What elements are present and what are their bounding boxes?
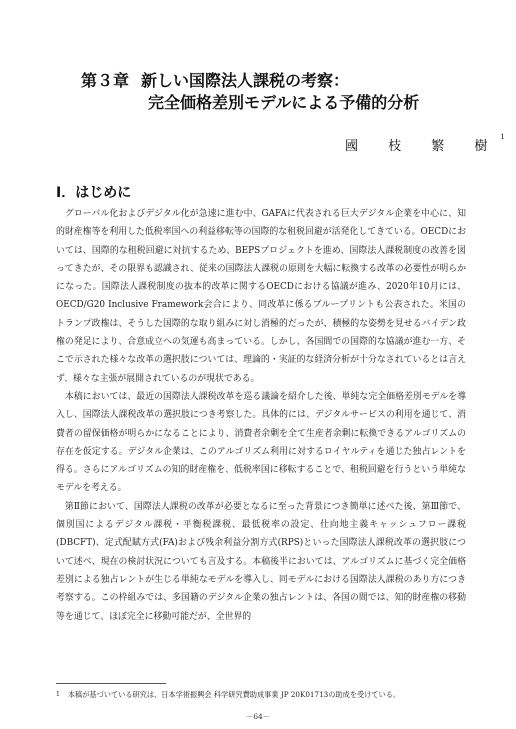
section-heading: Ⅰ．はじめに: [56, 185, 132, 201]
chapter-title: [81, 70, 481, 114]
paragraph-3: 第Ⅱ節において、国際法人課税の改革が必要となるに至った背景につき簡単に述べた後、第Ⅲ節で、個別国によるデジタル課税・平衡税課税、最低税率の設定、仕向地主義キャッシュフロー課税(DBCFT)、定式配賦方式(FA)および残余利益分割方式(RPS)といった国際法人課税改革の選択肢について述べ、現在の検討状況についても言及する。本稿後半においては、アルゴリズムに基づく完全価格差別による独占レントが生じる単純なモデルを導入し、同モデルにおける国際法人課税のあり方につき考察する。この枠組みでは、多国籍のデジタル企業の独占レントは、各国の間では、知的財産権の移動等を通じて、ほぼ完全に移動可能だが、全世界的: [56, 501, 466, 622]
footnote-mark: 1: [56, 691, 60, 698]
chapter-title-line1: 新しい国際法人課税の考察：: [141, 71, 350, 90]
paragraph-1: グローバル化およびデジタル化が急速に進む中、GAFAに代表される巨大デジタル企業を中心に、知的財産権等を利用した低税率国への利益移転等の国際的な租税回避が活発化してきている。OECDにおいては、国際的な租税回避に対抗するため、BEPSプロジェクトを進め、国際法人課税制度の改善を図ってきたが、その限界も認識され、従来の国際法人課税の原則を大幅に転換する改革の必要性が明らかになった。国際法人課税制度の抜本的改革に関するOECDにおける協議が進み、2020年10月には、OECD/G20 Inclusive Framework会合により、同改革に係るブループリントも公表された。米国のトランプ政権は、そうした国際的な取り組みに対し消極的だったが、積極的な姿勢を見せるバイデン政権の発足により、合意成立への気運も高まっている。しかし、各国間での国際的な協議が進む一方、そこで示された様々な改革の選択肢については、理論的・実証的な経済分析が十分なされているとは言えず、様々な主張が展開されているのが現状である。: [56, 209, 466, 384]
body-text: [56, 205, 466, 626]
page-number: －64－: [245, 712, 271, 721]
paragraph-2: 本稿においては、最近の国際法人課税改革を巡る議論を紹介した後、単純な完全価格差別モデルを導入し、国際法人課税改革の選択肢につき考察した。具体的には、デジタルサービスの利用を通じて、消費者の留保価格が明らかになることにより、消費者余剰を全て生産者余剰に転換できるアルゴリズムの存在を仮定する。デジタル企業は、このアルゴリズム利用に対するロイヤルティを通じた独占レントを得る。さらにアルゴリズムの知的財産権を、低税率国に移転することで、租税回避を行うという単純なモデルを考える。: [56, 391, 466, 494]
author-name-text: 國 枝 繁 樹: [345, 139, 501, 154]
author-footnote-mark: 1: [500, 133, 505, 141]
chapter-title-line2: 完全価格差別モデルによる予備的分析: [148, 93, 420, 112]
footnote: [56, 690, 476, 700]
chapter-number: 第３章: [81, 71, 130, 90]
author-name: [345, 133, 505, 154]
footnote-text: 本稿が基づいている研究は、日本学術振興会 科学研究費助成事業 JP 20K01713の助成を受けている。: [67, 690, 401, 699]
footnote-divider: [56, 683, 166, 684]
